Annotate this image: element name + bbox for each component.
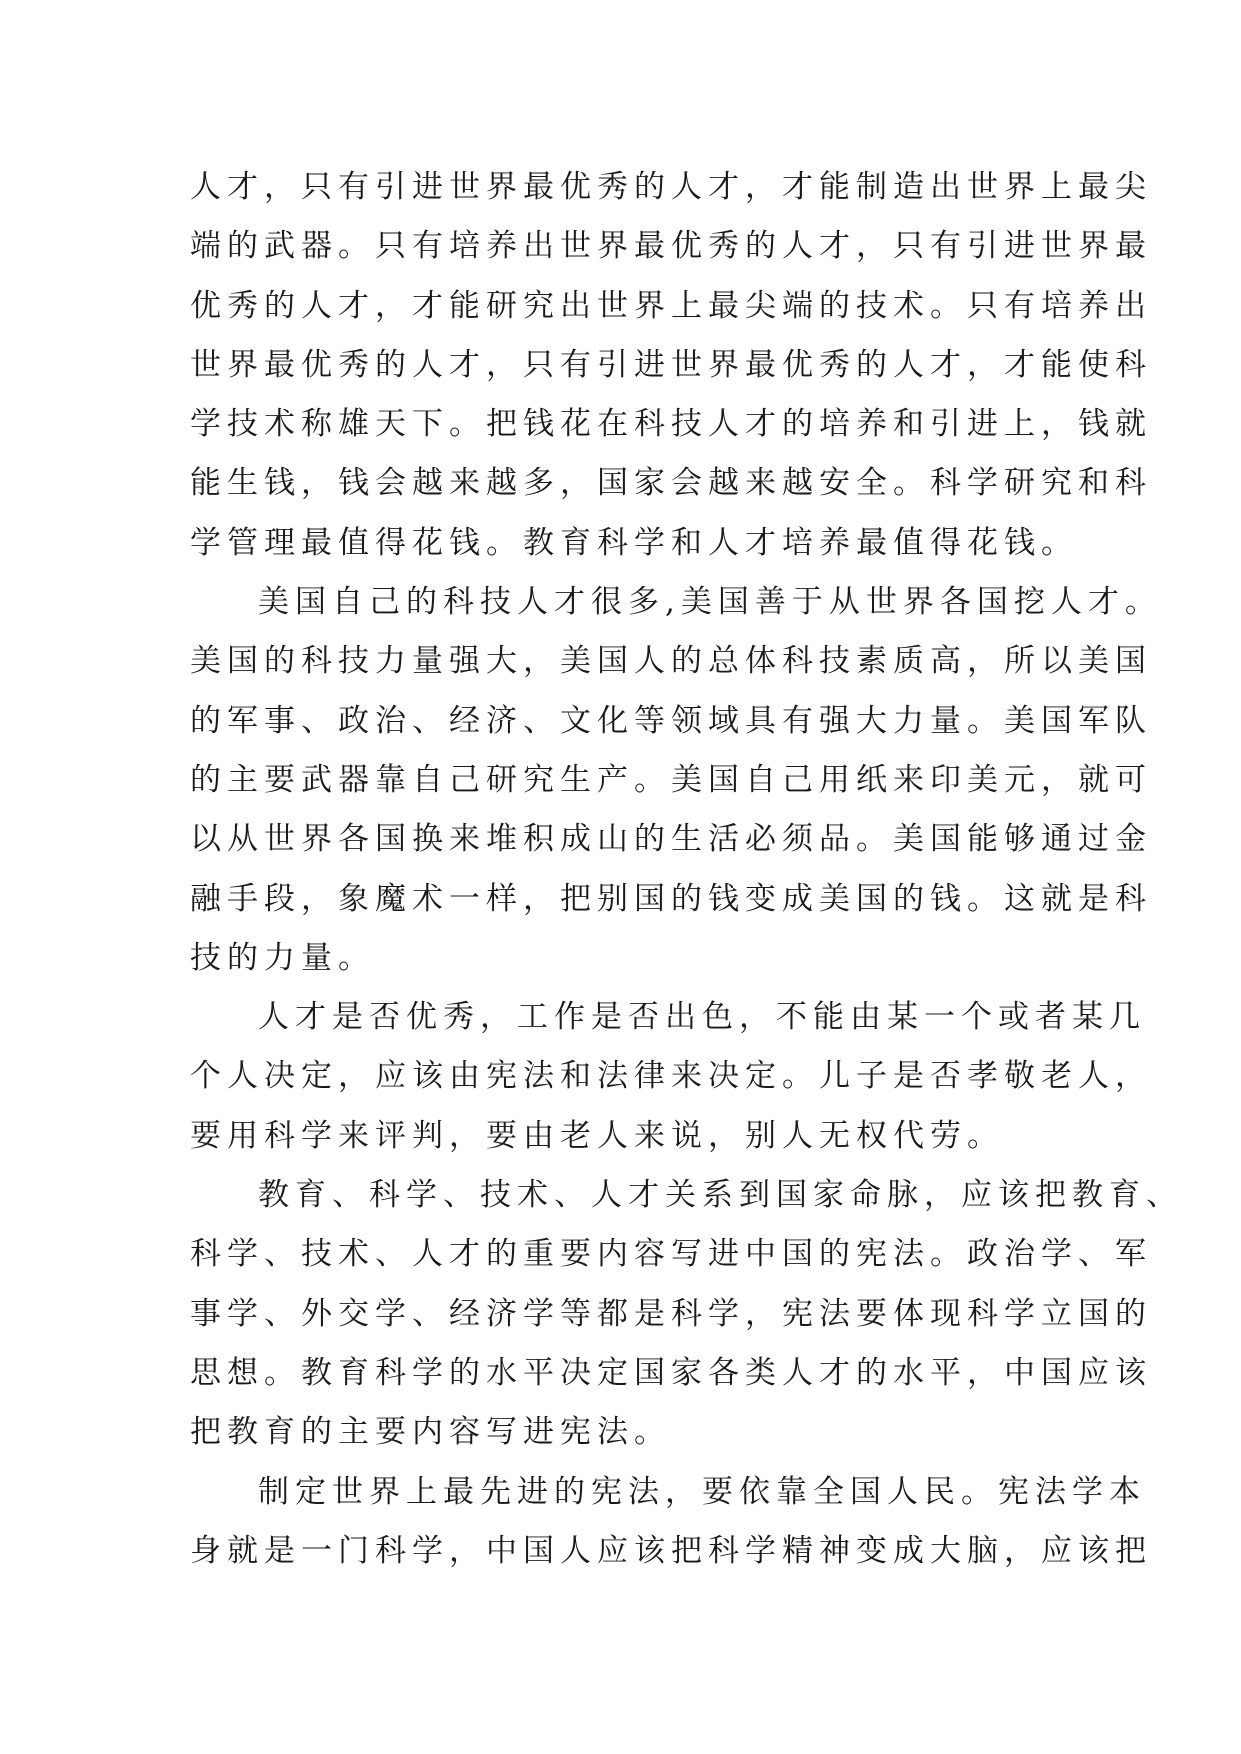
paragraph	[190, 988, 1152, 1166]
text-line: 美国自己的科技人才很多,美国善于从世界各国挖人才。	[258, 584, 1162, 621]
text-line: 个人决定，应该由宪法和法律来决定。儿子是否孝敬老人，	[190, 1058, 1152, 1095]
text-line: 制定世界上最先进的宪法，要依靠全国人民。宪法学本	[258, 1473, 1146, 1510]
text-line: 世界最优秀的人才，只有引进世界最优秀的人才，才能使科	[190, 346, 1152, 383]
text-line: 优秀的人才，才能研究出世界上最尖端的技术。只有培养出	[190, 287, 1152, 324]
text-line: 的军事、政治、经济、文化等领域具有强大力量。美国军队	[190, 702, 1152, 739]
text-line: 教育、科学、技术、人才关系到国家命脉，应该把教育、	[258, 1177, 1183, 1214]
text-line: 以从世界各国换来堆积成山的生活必须品。美国能够通过金	[190, 821, 1152, 858]
text-line: 融手段，象魔术一样，把别国的钱变成美国的钱。这就是科	[190, 880, 1152, 917]
paragraph	[190, 1463, 1152, 1582]
text-line: 技的力量。	[190, 939, 375, 976]
text-line: 思想。教育科学的水平决定国家各类人才的水平，中国应该	[190, 1354, 1152, 1391]
text-line: 学管理最值得花钱。教育科学和人才培养最值得花钱。	[190, 524, 1078, 561]
text-line: 人才，只有引进世界最优秀的人才，才能制造出世界上最尖	[190, 169, 1152, 205]
text-line: 人才是否优秀，工作是否出色，不能由某一个或者某几	[258, 999, 1146, 1036]
text-line: 学技术称雄天下。把钱花在科技人才的培养和引进上，钱就	[190, 406, 1152, 443]
paragraph	[190, 573, 1162, 988]
text-line: 端的武器。只有培养出世界最优秀的人才，只有引进世界最	[190, 228, 1152, 265]
paragraph	[190, 1166, 1183, 1462]
body-text	[190, 158, 1183, 1581]
text-line: 科学、技术、人才的重要内容写进中国的宪法。政治学、军	[190, 1236, 1152, 1273]
text-line: 事学、外交学、经济学等都是科学，宪法要体现科学立国的	[190, 1295, 1152, 1332]
text-line: 美国的科技力量强大，美国人的总体科技素质高，所以美国	[190, 643, 1152, 680]
text-line: 的主要武器靠自己研究生产。美国自己用纸来印美元，就可	[190, 761, 1152, 798]
text-line: 身就是一门科学，中国人应该把科学精神变成大脑，应该把	[190, 1532, 1152, 1569]
text-line: 把教育的主要内容写进宪法。	[190, 1414, 671, 1451]
text-line: 能生钱，钱会越来越多，国家会越来越安全。科学研究和科	[190, 465, 1152, 502]
text-line: 要用科学来评判，要由老人来说，别人无权代劳。	[190, 1117, 1004, 1154]
paragraph	[190, 158, 1152, 573]
